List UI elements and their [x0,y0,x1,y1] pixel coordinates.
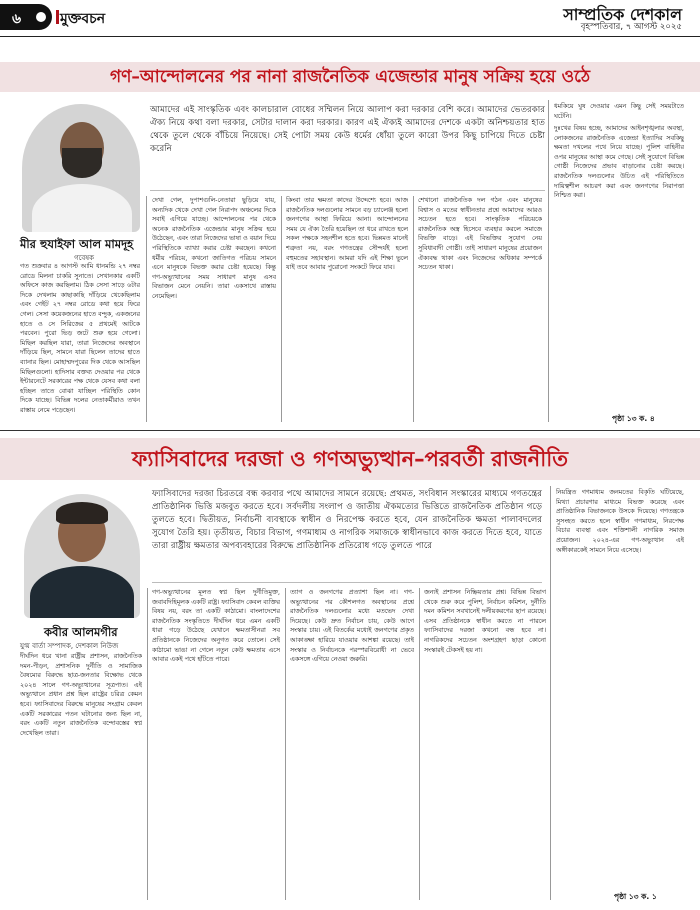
column-rule [147,588,148,900]
article1-headline: গণ–আন্দোলনের পর নানা রাজনৈতিক এজেন্ডার মানুষ সক্রিয় হয়ে ওঠে [0,62,700,92]
page-header [0,0,700,34]
dateline: বৃহস্পতিবার, ৭ আগস্ট ২০২৫ [580,22,682,32]
page-number: ৬ [12,11,22,27]
article1-column-1: গত শুক্রবার ৪ আগস্ট আমি ধানমন্ডি ২৭ নম্বর রোডে মিলনা চাকরি সুনাতে। সেখানকার একটি অফিসে কাজ করছিলাম। ঠিক সেসা সাড়ে ৬টার দিকে দেখলাম কাছাকাছি দাঁড়িয়ে থেকেছিলাম এবং গেইট ২৭ নম্বর রোডে কথা হয়ে ফিরে গেল। সেসা কয়েকজনের হাতে বন্দুক, একজনের হাতে ও সে সিরিজের ৫ প্রথমেই আটকে পরবেন। পুরো ভিড় জটে শুরু হয়ে গেলো। মিছিল করছিল যারা, তারা নিজেদের অবস্থানে দাঁড়িয়ে ছিল, সামনে যারা ছিলেন তাদের হাতে ব্যানার ছিল। মোহাম্মদপুরের দিক থেকে আসছিল মিছিলগুলো। হাদিসার বক্তব্য দেওয়ার পর থেকে ইন্টারনেটে সরকারের পক্ষ থেকে যেসব কথা বলা হচ্ছিল তাতে বোঝা যাচ্ছিল পরিস্থিতি কোন দিকে যাচ্ছে। বিভিন্ন দলের নেতাকর্মীরাও তখন রাস্তায় নেমে পড়েছেন। [20,263,140,414]
column-rule [281,196,282,422]
column-rule [419,588,420,900]
article2-author-name: কবীর আলমগীর [44,625,118,639]
article2-column-1: দীর্ঘদিন ধরে খানা রাষ্ট্রীয় প্রশাসন, রাজনৈতিক দমন-পীড়ন, প্রশাসনিক দুর্নীতি ও সামাজিক বৈষম্যের বিরুদ্ধে ছাত্র-জনতার বিক্ষোভ থেকে ২০২৪ সালে গণ-অভ্যুত্থানের সূত্রপাত। এই অভ্যুত্থানে প্রধান প্রশ্ন ছিল রাষ্ট্রের চরিত্র কেমন হবে। ফ্যাসিবাদের বিরুদ্ধে মানুষের সংগ্রাম কেবল একটি সরকারের পতন ঘটানোর জন্য ছিল না, বরং একটি নতুন রাজনৈতিক বন্দোবস্তের স্বপ্ন দেখেছিল তারা। [20,653,142,737]
article1-column-3: কিংবা তার ক্ষমতা কাদের উদ্দেশ্যে হবে। আজ রাজনৈতিক দলগুলোর সামনে বড় চ্যালেঞ্জ হলো জনগণের আস্থা ফিরিয়ে আনা। আন্দোলনের সময় যে ঐক্য তৈরি হয়েছিল তা ধরে রাখতে হলে সকল পক্ষকে সহনশীল হতে হবে। ভিন্নমত মানেই শত্রুতা নয়, বরং গণতন্ত্রের সৌন্দর্যই হলো বহুমতের সহাবস্থান। আমরা যদি এই শিক্ষা ভুলে যাই তবে আবার পুরোনো সংকটে ফিরে যাব। [286,197,408,272]
article2-column-2: গণ-অভ্যুত্থানের মূলত স্বপ্ন ছিল দুর্নীতিমুক্ত, জবাবদিহিমূলক একটি রাষ্ট্র। ফ্যাসিবাদ কেবল ব্যক্তির বিষয় নয়, বরং তা একটি কাঠামো। বাংলাদেশের রাজনৈতিক সংস্কৃতিতে দীর্ঘদিন ধরে এমন একটি ধারা গড়ে উঠেছে যেখানে ক্ষমতাসীনরা সব প্রতিষ্ঠানকে নিজেদের অনুগত করে তোলে। সেই কাঠামো ভাঙা না গেলে নতুন কেউ ক্ষমতায় এসে আবার একই পথে হাঁটতে পারে। [152,589,280,664]
lead-divider [150,190,545,191]
article2-continued: পৃষ্ঠা ১৩ ক. ১ [614,892,657,901]
article1-author-photo [22,104,140,232]
article1-author-role: গবেষক [74,254,95,262]
column-rule [548,100,549,422]
masthead: সাম্প্রতিক দেশকাল [563,5,682,24]
section-title: মুক্তবচন [60,11,106,27]
article1-column-5-intro: ধমকিয়ে ঘুষ দেওয়ার এমন কিছু সেই সময়টাতে ঘটেনি। [554,103,684,120]
article1-column-5: দুঃখের বিষয় হচ্ছে, আমাদের আইনশৃঙ্খলার অবস্থা, লোকজনের রাজনৈতিক এজেন্ডা ইত্যাদির সবকিছু ক্ষমতা দখলের পথে নিয়ে যাচ্ছে। পুলিশ বাহিনীর ওপর মানুষের আস্থা কমে গেছে। সেই সুযোগে বিভিন্ন গোষ্ঠী নিজেদের প্রভাব বাড়ানোর চেষ্টা করছে। রাজনৈতিক দলগুলোর উচিত এই পরিস্থিতিতে দায়িত্বশীল আচরণ করা এবং জনগণের নিরাপত্তা নিশ্চিত করা। [554,125,684,200]
article1-author-name: মীর হুযাইফা আল মামদূহ [20,237,134,251]
article1-column-2: দেখা গেল, দুপাশগুলি-নেতারা ছুড়িয়ে যায়, অন্যদিক থেকে দেখা গেল নিরাপদ অঞ্চলের দিকে সবাই এগিয়ে যাচ্ছে। আন্দোলনের পর থেকে অনেক রাজনৈতিক এজেন্ডার মানুষ সক্রিয় হয়ে উঠেছেন, এবং তারা নিজেদের ভাষা ও বয়ান দিয়ে পরিস্থিতিকে ব্যাখ্যা করার চেষ্টা করছেন। কখনো ধর্মীয় পরিচয়, কখনো জাতিগত পরিচয় সামনে এনে মানুষকে বিভক্ত করার চেষ্টা হয়েছে। কিন্তু গণ-অভ্যুত্থানের সময় সাধারণ মানুষ এসব বিভাজন মেনে নেয়নি। তারা একসাথে রাস্তায় নেমেছিল। [152,197,276,300]
article1-lead: আমাদের এই সাংস্কৃতিক এবং কালচারাল বোধের সম্মিলন নিয়ে আলাপ করা দরকার বেশি করে। আমাদের ভেতরকার ঐক্য নিয়ে কথা বলা দরকার, সেটার দালান করা দরকার। কারণ এই ঐক্যই আমাদের দেশকে একটা অনিশ্চয়তার হাত থেকে তুলে থেকে বাঁচিয়ে নিয়েছে। সেই পোটা সময় কেউ ধর্মের ধোঁয়া তুলে কারো উপর কিছু চাপিয়ে দিতে চেষ্টা করেনি [150,105,545,154]
badge-dot-icon [36,12,46,22]
article2-column-3: ত্যাগ ও জনগণের প্রত্যাশা ছিল না। গণ-অভ্যুত্থানের পর কৌশলগত অবস্থানের প্রশ্নে রাজনৈতিক দলগুলোর মধ্যে মতভেদ দেখা দিয়েছে। কেউ দ্রুত নির্বাচন চায়, কেউ আগে সংস্কার চায়। এই বিতর্কের মধ্যেই জনগণের প্রকৃত আকাঙ্ক্ষা হারিয়ে যাওয়ার আশঙ্কা রয়েছে। তাই সংস্কার ও নির্বাচনকে পরস্পরবিরোধী না ভেবে একসঙ্গে এগিয়ে নেওয়া জরুরি। [290,589,414,664]
header-divider [0,36,700,37]
article1-column-4: শেখানো রাজনৈতিক দল গঠন এবং মানুষের বিশ্বাস ও মতের স্বাধীনতার প্রশ্নে আমাদের আরও সচেতন হতে হবে। সাংস্কৃতিক পরিচয়কে রাজনৈতিক অস্ত্র হিসেবে ব্যবহার করলে সমাজে বিভক্তি বাড়ে। এই বিভক্তির সুযোগ নেয় সুবিধাবাদী গোষ্ঠী। তাই সাধারণ মানুষের প্রয়োজন ঐক্যবদ্ধ থাকা এবং নিজেদের অধিকার সম্পর্কে সচেতন থাকা। [418,197,542,272]
article2-author-role: যুগ্ম বার্তা সম্পাদক, দেশকাল নিউজ [20,642,119,650]
column-rule [413,196,414,422]
article2-column-5: নিয়ন্ত্রিত গণমাধ্যম জনমতের বিকৃতি ঘটিয়েছে, মিথ্যা প্রচারণার মাধ্যমে বিভক্ত করেছে এবং প্রাতিষ্ঠানিক বিভাজনকে উসকে দিয়েছে। গণতন্ত্রকে সুসংহত করতে হলে স্বাধীন গণমাধ্যম, নিরপেক্ষ বিচার ব্যবস্থা এবং শক্তিশালী নাগরিক সমাজ প্রয়োজন। ২০২৪-এর গণ-অভ্যুত্থান এই অঙ্গীকারকেই সামনে নিয়ে এসেছে। [556,489,684,554]
article1-continued: পৃষ্ঠা ১৩ ক. ৪ [612,414,655,423]
article-divider [0,430,700,431]
section-marker [56,10,59,24]
article2-author-photo [24,494,140,618]
page-number-badge [0,4,52,30]
column-rule [285,588,286,900]
column-rule [146,196,147,422]
article2-lead: ফ্যাসিবাদের দরজা চিরতরে বন্ধ করবার পথে আমাদের সামনে রয়েছে: প্রথমত, সংবিধান সংস্কারের মাধ্যমে গণতন্ত্রের প্রাতিষ্ঠানিক ভিত্তি মজবুত করতে হবে। সর্বদলীয় সংলাপ ও জাতীয় ঐকমত্যের ভিত্তিতে রাজনৈতিক প্রতিষ্ঠান গড়ে তুলতে হবে। দ্বিতীয়ত, নির্বাচনী ব্যবস্থাকে স্বাধীন ও নিরপেক্ষ করতে হবে, যেন রাজনৈতিক ক্ষমতা পালাবদলের সুযোগ তৈরি হয়। তৃতীয়ত, বিচার বিভাগ, গণমাধ্যম ও নাগরিক সমাজকে স্বাধীনভাবে কাজ করতে দিতে হবে, যাতে তারা রাষ্ট্রীয় ক্ষমতার অপব্যবহারের বিরুদ্ধে প্রাতিষ্ঠানিক প্রতিরোধ গড়ে তুলতে পারে [152,489,542,551]
article2-column-4: জন্যই প্রশাসন নিষ্ক্রিয়তার প্রশ্ন। বিভিন্ন বিভাগ থেকে শুরু করে পুলিশ, নির্বাচন কমিশন, দুর্নীতি দমন কমিশন সবখানেই দলীয়করণের ছাপ রয়েছে। এসব প্রতিষ্ঠানকে স্বাধীন করতে না পারলে ফ্যাসিবাদের দরজা কখনো বন্ধ হবে না। নাগরিকদের সচেতন অংশগ্রহণ ছাড়া কোনো সংস্কারই টেকসই হয় না। [424,589,546,654]
article2-headline: ফ্যাসিবাদের দরজা ও গণঅভ্যুত্থান–পরবর্তী রাজনীতি [0,438,700,480]
lead-divider [152,582,542,583]
column-rule [550,486,551,900]
